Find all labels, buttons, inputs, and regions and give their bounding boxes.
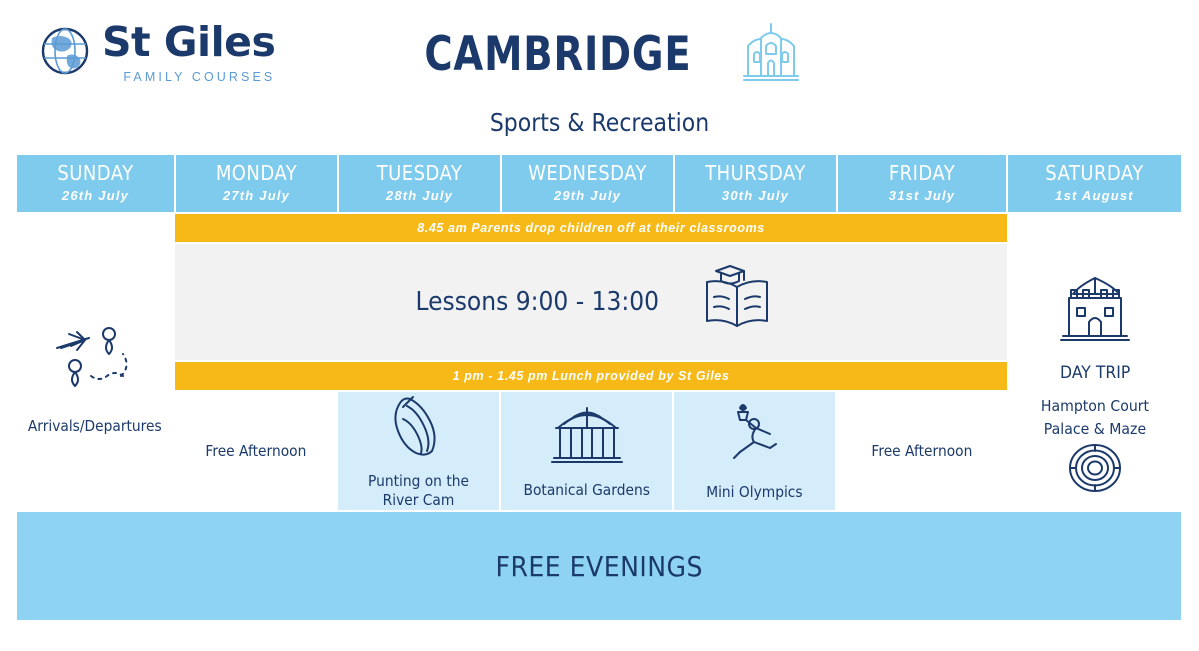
activity-label: Punting on the River Cam [368,471,470,509]
maze-icon [1067,442,1123,499]
brand-tagline: FAMILY COURSES [123,70,276,84]
saturday-description: Hampton Court Palace & Maze [1040,397,1150,438]
lessons-label: Lessons 9:00 - 13:00 [415,287,659,317]
castle-icon [1049,274,1141,353]
page-header [0,0,1199,112]
afternoon-tuesday [338,392,501,510]
day-header-wednesday [502,155,675,212]
punt-boat-icon [383,393,455,464]
afternoon-monday [175,392,338,510]
page-title: CAMBRIDGE [423,27,692,82]
day-date: 1st August [1055,188,1134,203]
schedule-grid [17,155,1181,620]
saturday-column [1009,214,1181,510]
morning-dropoff-band: 8.45 am Parents drop children off at their classrooms [175,214,1007,242]
day-date: 30th July [721,188,790,203]
day-header-monday [176,155,339,212]
day-date: 27th July [222,188,291,203]
day-header-thursday [675,155,838,212]
lunch-band: 1 pm - 1.45 pm Lunch provided by St Giles [175,362,1007,390]
day-header-friday [838,155,1008,212]
city-title-block [0,20,1199,89]
brand-name: St Giles [102,18,276,66]
college-building-icon [738,20,804,89]
lessons-band [175,244,1007,360]
day-header-row [17,155,1181,212]
open-book-graduation-icon [694,263,780,342]
free-evenings-label: FREE EVENINGS [495,549,703,583]
activity-label: Botanical Gardens [523,481,650,500]
day-date: 26th July [61,188,130,203]
afternoon-friday [837,392,1007,510]
day-name: MONDAY [215,161,298,185]
activity-label: Mini Olympics [706,483,803,502]
torch-runner-icon [720,400,790,475]
day-date: 29th July [553,188,622,203]
day-name: WEDNESDAY [528,161,647,185]
afternoon-thursday [674,392,837,510]
schedule-body-row [17,214,1181,510]
sunday-column [17,214,175,510]
day-name: SUNDAY [57,161,134,185]
weekday-block [175,214,1007,510]
page-subtitle: Sports & Recreation [489,108,710,137]
sunday-label: Arrivals/Departures [28,416,162,435]
activity-label: Free Afternoon [205,441,307,460]
day-header-tuesday [339,155,502,212]
day-name: FRIDAY [888,161,956,185]
afternoon-wednesday [501,392,674,510]
day-name: TUESDAY [376,161,463,185]
afternoon-row [175,392,1007,510]
glasshouse-icon [544,402,630,473]
day-header-sunday [17,155,176,212]
activity-label: Free Afternoon [871,441,973,460]
day-name: THURSDAY [705,161,806,185]
day-name: SATURDAY [1045,161,1144,185]
day-date: 31st July [888,188,956,203]
day-header-saturday [1008,155,1181,212]
plane-travel-route-icon [47,318,143,403]
free-evenings-band [17,512,1181,620]
day-date: 28th July [385,188,454,203]
saturday-title: DAY TRIP [1059,363,1131,383]
